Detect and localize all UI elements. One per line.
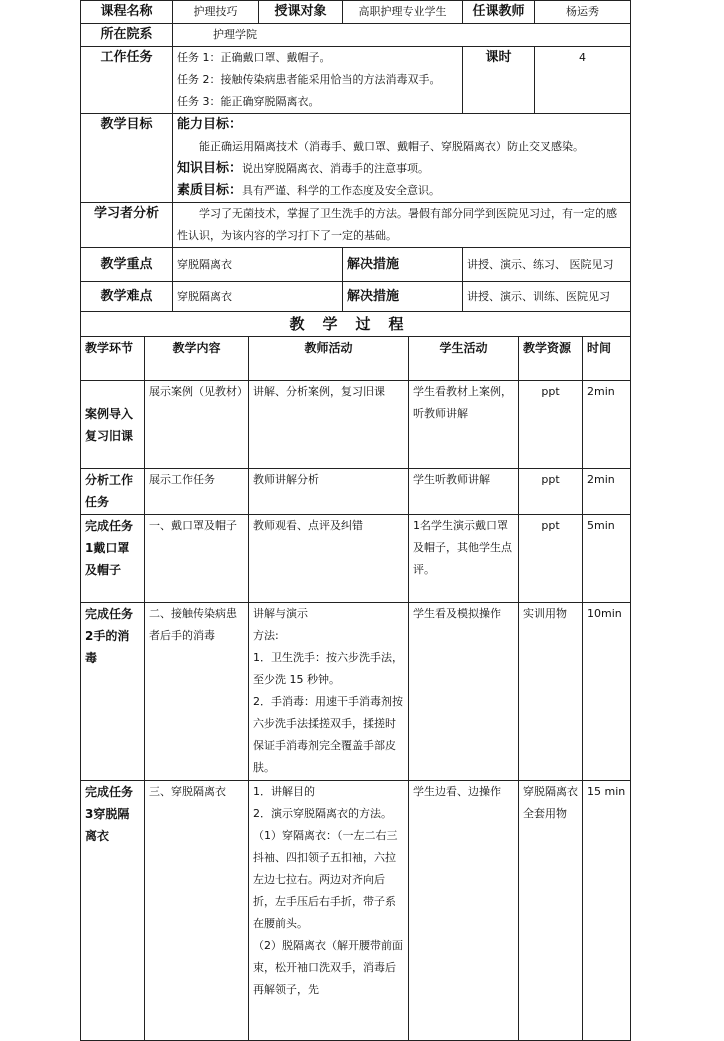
learner-label: 学习者分析	[81, 203, 173, 248]
teacher-line: 方法:	[253, 629, 279, 642]
target-value: 高职护理专业学生	[343, 1, 463, 24]
difficulty-label: 教学难点	[81, 282, 173, 312]
resource-cell: ppt	[519, 515, 583, 603]
teacher-cell	[249, 781, 409, 1041]
teacher-line: （1）穿隔离衣：（一左二右三抖袖、四扣领子五扣袖，六拉左边七拉右。两边对齐向后折，左手压后右手折，带子系在腰前头。	[253, 829, 398, 930]
process-title: 教学过程	[81, 312, 631, 337]
time-cell: 2min	[583, 381, 631, 469]
teacher-line: 2．演示穿脱隔离衣的方法。	[253, 807, 392, 820]
content-cell: 二、接触传染病患者后手的消毒	[145, 603, 249, 781]
time-cell: 2min	[583, 469, 631, 515]
task-item-3: 任务 3：能正确穿脱隔离衣。	[177, 95, 320, 108]
stage-cell: 完成任务3穿脱隔离衣	[81, 781, 145, 1041]
resource-cell: ppt	[519, 381, 583, 469]
stage-cell: 完成任务1戴口罩及帽子	[81, 515, 145, 603]
teacher-line: 讲解与演示	[253, 607, 308, 620]
stage-cell: 分析工作任务	[81, 469, 145, 515]
col-header-student: 学生活动	[409, 337, 519, 381]
teacher-line: 2．手消毒：用速干手消毒剂按六步洗手法揉搓双手，揉搓时保证手消毒剂完全覆盖手部皮肤。	[253, 695, 403, 774]
quality-text: 具有严谨、科学的工作态度及安全意识。	[242, 184, 441, 197]
table-row	[81, 469, 631, 515]
tasks-label: 工作任务	[81, 47, 173, 114]
student-cell: 学生听教师讲解	[409, 469, 519, 515]
task-item-2: 任务 2：接触传染病患者能采用恰当的方法消毒双手。	[177, 73, 441, 86]
table-row	[81, 515, 631, 603]
resource-cell: 实训用物	[519, 603, 583, 781]
table-row	[81, 381, 631, 469]
teacher-line: 1．卫生洗手：按六步洗手法，至少洗 15 秒钟。	[253, 651, 403, 686]
content-cell: 展示工作任务	[145, 469, 249, 515]
ability-text: 能正确运用隔离技术（消毒手、戴口罩、戴帽子、穿脱隔离衣）防止交叉感染。	[199, 140, 584, 153]
objectives-label: 教学目标	[81, 114, 173, 203]
teacher-value: 杨运秀	[535, 1, 631, 24]
col-header-content: 教学内容	[145, 337, 249, 381]
key-point-label: 教学重点	[81, 248, 173, 282]
learner-text: 学习了无菌技术，掌握了卫生洗手的方法。暑假有部分同学到医院见习过，有一定的感性认识，为该内容的学习打下了一定的基础。	[173, 203, 631, 248]
stage-cell: 案例导入复习旧课	[81, 381, 145, 469]
teacher-line: 1．讲解目的	[253, 785, 315, 798]
time-cell: 5min	[583, 515, 631, 603]
course-value: 护理技巧	[173, 1, 259, 24]
key-measure-label: 解决措施	[343, 248, 463, 282]
col-header-teacher: 教师活动	[249, 337, 409, 381]
difficulty-measure-value: 讲授、演示、训练、医院见习	[463, 282, 631, 312]
process-table	[80, 336, 631, 1041]
key-measure-value: 讲授、演示、练习、 医院见习	[463, 248, 631, 282]
col-header-stage: 教学环节	[81, 337, 145, 381]
resource-cell: 穿脱隔离衣全套用物	[519, 781, 583, 1041]
teacher-line: （2）脱隔离衣（解开腰带前面束，松开袖口洗双手，消毒后再解领子，先	[253, 939, 403, 996]
difficulty-measure-label: 解决措施	[343, 282, 463, 312]
objectives-cell	[173, 114, 631, 203]
teacher-cell: 讲解、分析案例，复习旧课	[249, 381, 409, 469]
student-cell: 学生看教材上案例，听教师讲解	[409, 381, 519, 469]
target-label: 授课对象	[259, 1, 343, 24]
teacher-cell: 教师讲解分析	[249, 469, 409, 515]
course-label: 课程名称	[81, 1, 173, 24]
resource-cell: ppt	[519, 469, 583, 515]
knowledge-label: 知识目标：	[177, 161, 243, 176]
task-item-1: 任务 1：正确戴口罩、戴帽子。	[177, 51, 331, 64]
student-cell: 1名学生演示戴口罩及帽子，其他学生点评。	[409, 515, 519, 603]
teacher-cell	[249, 603, 409, 781]
dept-value: 护理学院	[173, 24, 631, 47]
info-table	[80, 0, 631, 337]
table-row	[81, 781, 631, 1041]
col-header-resource: 教学资源	[519, 337, 583, 381]
teacher-label: 任课教师	[463, 1, 535, 24]
hours-label: 课时	[463, 47, 535, 114]
lesson-plan-page	[80, 0, 630, 1024]
tasks-list	[173, 47, 463, 114]
ability-label: 能力目标：	[177, 117, 243, 132]
stage-cell: 完成任务2手的消毒	[81, 603, 145, 781]
hours-value: 4	[535, 47, 631, 114]
difficulty-value: 穿脱隔离衣	[173, 282, 343, 312]
table-row	[81, 603, 631, 781]
time-cell: 10min	[583, 603, 631, 781]
content-cell: 一、戴口罩及帽子	[145, 515, 249, 603]
col-header-time: 时间	[583, 337, 631, 381]
dept-label: 所在院系	[81, 24, 173, 47]
teacher-cell: 教师观看、点评及纠错	[249, 515, 409, 603]
content-cell: 展示案例（见教材）	[145, 381, 249, 469]
quality-label: 素质目标：	[177, 183, 243, 198]
student-cell: 学生看及模拟操作	[409, 603, 519, 781]
student-cell: 学生边看、边操作	[409, 781, 519, 1041]
content-cell: 三、穿脱隔离衣	[145, 781, 249, 1041]
time-cell: 15 min	[583, 781, 631, 1041]
key-point-value: 穿脱隔离衣	[173, 248, 343, 282]
knowledge-text: 说出穿脱隔离衣、消毒手的注意事项。	[242, 162, 430, 175]
